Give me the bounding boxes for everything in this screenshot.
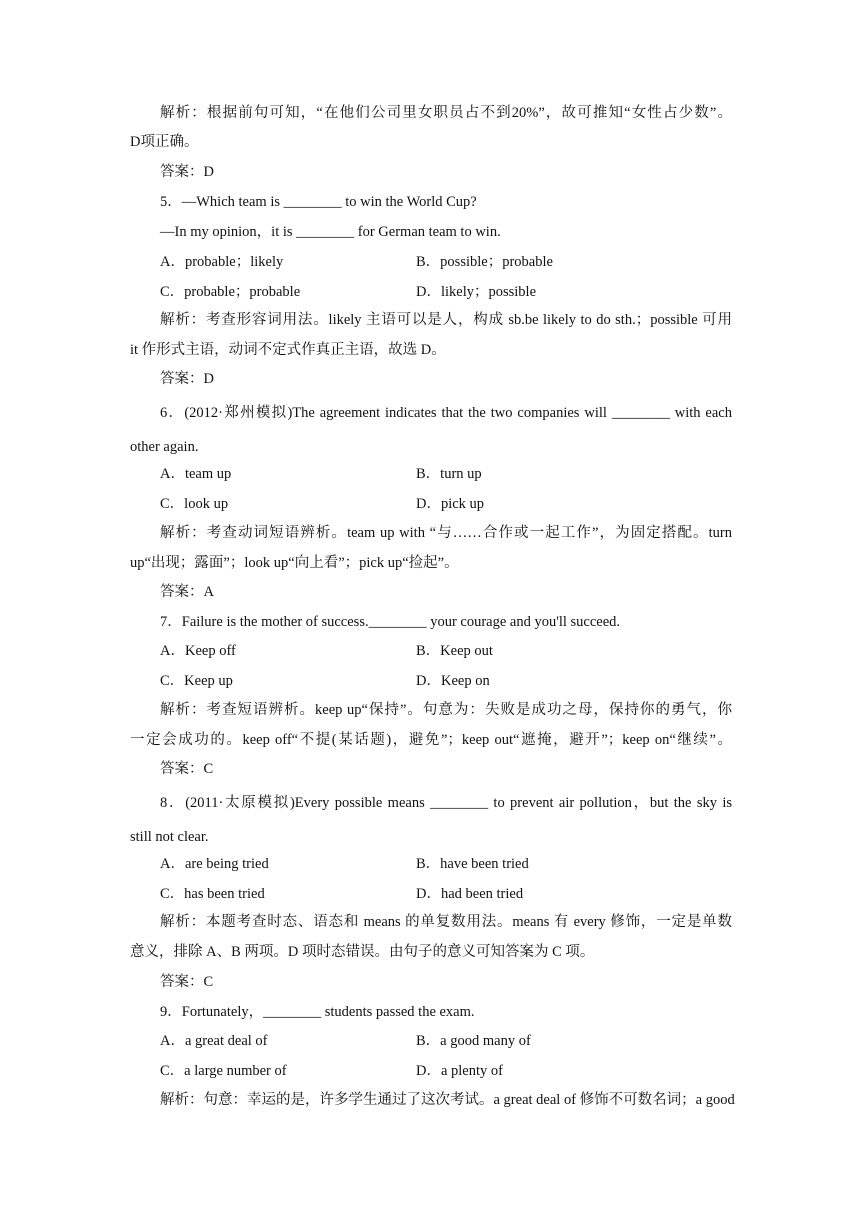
option-q6-d: D．pick up (416, 496, 485, 512)
question-6-line1: 6．(2012·郑州模拟)The agreement indicates that the two companies will ________ with each (160, 405, 732, 421)
analysis-q5-line2: it 作形式主语，动词不定式作真正主语，故选 D。 (130, 342, 446, 358)
options-q5-row1 (160, 252, 732, 272)
option-q5-b: B．possible；probable (416, 254, 553, 270)
option-q8-d: D．had been tried (416, 886, 524, 902)
options-q6-row2 (160, 494, 732, 514)
answer-q4: 答案：D (160, 164, 214, 180)
analysis-q4-line2: D项正确。 (130, 134, 199, 150)
question-7: 7．Failure is the mother of success.________ your courage and you'll succeed. (160, 614, 621, 630)
option-q5-a: A．probable；likely (160, 254, 284, 270)
analysis-q5-line1: 解析：考查形容词用法。likely 主语可以是人，构成 sb.be likely to do sth.；possible 可用 (160, 312, 732, 328)
answer-q6: 答案：A (160, 584, 214, 600)
option-q9-b: B．a good many of (416, 1033, 531, 1049)
options-q7-row1 (160, 641, 732, 661)
option-q6-b: B．turn up (416, 466, 482, 482)
analysis-q9-line1: 解析：句意：幸运的是，许多学生通过了这次考试。a great deal of 修饰不可数名词；a good (160, 1092, 735, 1108)
question-9: 9．Fortunately，________ students passed the exam. (160, 1004, 475, 1020)
option-q7-a: A．Keep off (160, 643, 236, 659)
option-q8-a: A．are being tried (160, 856, 269, 872)
options-q9-row2 (160, 1061, 732, 1081)
option-q7-c: C．Keep up (160, 673, 233, 689)
question-8-line2: still not clear. (130, 829, 209, 845)
options-q6-row1 (160, 464, 732, 484)
answer-q7: 答案：C (160, 761, 214, 777)
option-q6-c: C．look up (160, 496, 229, 512)
option-q7-d: D．Keep on (416, 673, 490, 689)
options-q7-row2 (160, 671, 732, 691)
option-q9-c: C．a large number of (160, 1063, 287, 1079)
answer-q8: 答案：C (160, 974, 214, 990)
options-q8-row1 (160, 854, 732, 874)
option-q9-d: D．a plenty of (416, 1063, 503, 1079)
question-5-line2: —In my opinion，it is ________ for German team to win. (160, 224, 501, 240)
options-q5-row2 (160, 282, 732, 302)
analysis-q7-line2: 一定会成功的。keep off“不提(某话题)，避免”；keep out“遮掩，避开”；keep on“继续”。 (130, 732, 732, 748)
question-5-line1: 5．—Which team is ________ to win the World Cup? (160, 194, 477, 210)
answer-q5: 答案：D (160, 371, 214, 387)
question-6-line2: other again. (130, 439, 199, 455)
analysis-q4-line1: 解析：根据前句可知，“在他们公司里女职员占不到20%”，故可推知“女性占少数”。 (160, 105, 732, 121)
option-q5-d: D．likely；possible (416, 284, 537, 300)
analysis-q8-line2: 意义，排除 A、B 两项。D 项时态错误。由句子的意义可知答案为 C 项。 (130, 944, 595, 960)
analysis-q6-line1: 解析：考查动词短语辨析。team up with “与……合作或一起工作”，为固定搭配。turn (160, 525, 732, 541)
analysis-q6-line2: up“出现；露面”；look up“向上看”；pick up“捡起”。 (130, 555, 459, 571)
options-q8-row2 (160, 884, 732, 904)
option-q8-b: B．have been tried (416, 856, 529, 872)
option-q6-a: A．team up (160, 466, 232, 482)
analysis-q8-line1: 解析：本题考查时态、语态和 means 的单复数用法。means 有 every 修饰，一定是单数 (160, 914, 732, 930)
question-8-line1: 8．(2011·太原模拟)Every possible means ________ to prevent air pollution，but the sky is (160, 795, 732, 811)
options-q9-row1 (160, 1031, 732, 1051)
option-q7-b: B．Keep out (416, 643, 493, 659)
option-q9-a: A．a great deal of (160, 1033, 268, 1049)
analysis-q7-line1: 解析：考查短语辨析。keep up“保持”。句意为：失败是成功之母，保持你的勇气，你 (160, 702, 732, 718)
option-q8-c: C．has been tried (160, 886, 265, 902)
option-q5-c: C．probable；probable (160, 284, 301, 300)
